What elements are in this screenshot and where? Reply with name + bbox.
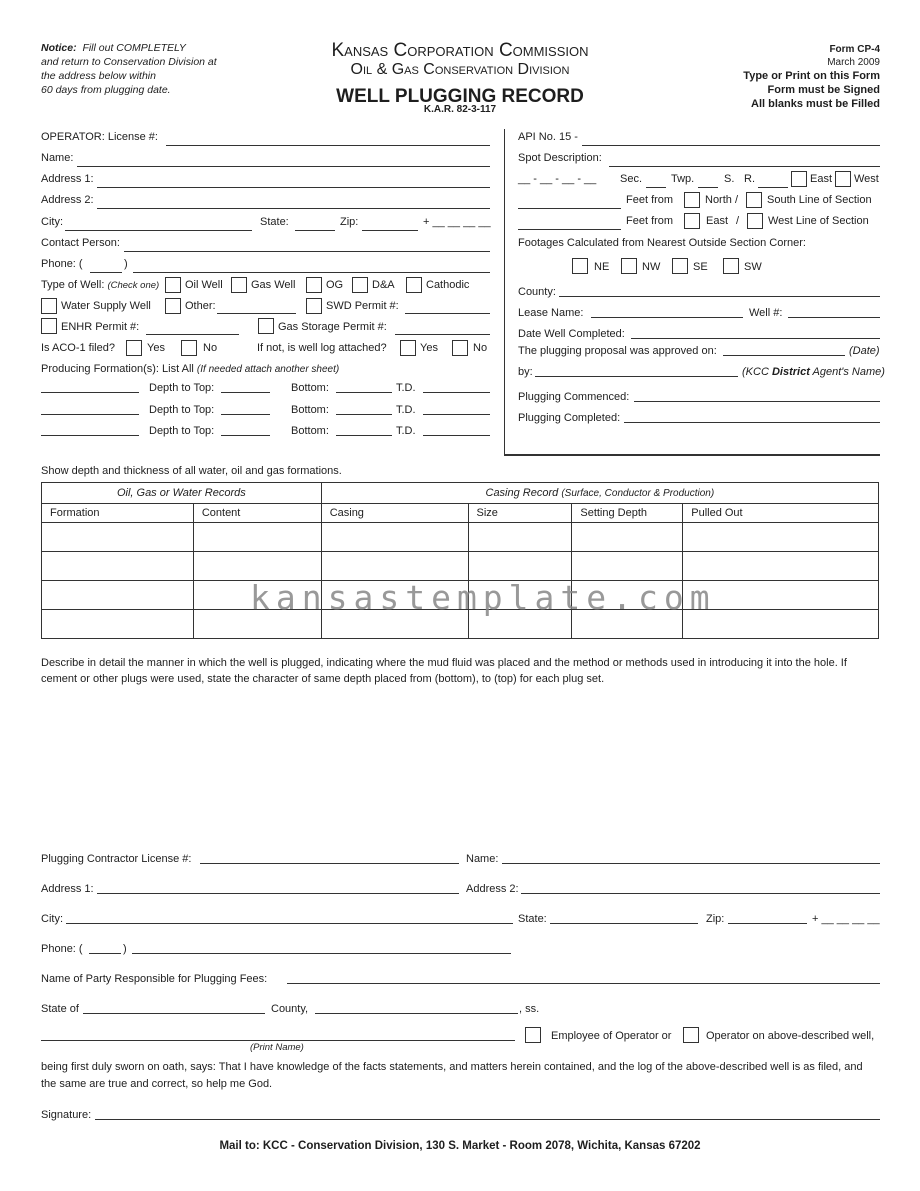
approved-label: The plugging proposal was approved on: [518, 345, 717, 357]
agent-hint-bold: District [771, 366, 810, 378]
agency-name: Kansas Corporation Commission [331, 40, 589, 61]
state-of-label: State of [41, 1003, 79, 1015]
contact-person-field[interactable] [124, 251, 490, 252]
date-completed-label: Date Well Completed: [518, 328, 625, 340]
watermark: kansastemplate.com [250, 578, 716, 617]
log-yes-checkbox[interactable] [400, 340, 416, 356]
formation-3-depth-label: Depth to Top: [149, 425, 215, 437]
approved-date-hint: (Date) [849, 345, 880, 357]
east-line-label: East [706, 215, 729, 227]
plugging-commenced-label: Plugging Commenced: [518, 391, 630, 403]
cathodic-checkbox[interactable] [406, 277, 422, 293]
gas-well-checkbox[interactable] [231, 277, 247, 293]
south-checkbox[interactable] [746, 192, 762, 208]
spot-description-label: Spot Description: [518, 152, 602, 164]
west-line-label: West Line of Section [768, 215, 869, 227]
table-cell[interactable] [683, 523, 879, 552]
gas-well-label: Gas Well [251, 279, 296, 291]
range-field[interactable] [758, 187, 788, 188]
east-checkbox[interactable] [791, 171, 807, 187]
sw-checkbox[interactable] [723, 258, 739, 274]
api-label: API No. 15 - [518, 131, 578, 143]
operator-state-field[interactable] [295, 230, 335, 231]
describe-line-2: cement or other plugs were used, state the character of same depth placed from (bottom), to (top) for each plug set. [41, 673, 605, 685]
contractor-zip-ext: + __ __ __ __ [812, 913, 880, 925]
footages-label: Footages Calculated from Nearest Outside Section Corner: [518, 237, 806, 249]
table-cell[interactable] [42, 552, 194, 581]
nw-checkbox[interactable] [621, 258, 637, 274]
se-label: SE [693, 261, 708, 273]
operator-label: Operator on above-described well, [706, 1030, 875, 1042]
well-number-label: Well #: [749, 307, 783, 319]
county-of-label: County, [271, 1003, 309, 1015]
well-type-text: Type of Well: [41, 279, 105, 291]
formation-3-bottom-label: Bottom: [291, 425, 329, 437]
cathodic-label: Cathodic [426, 279, 470, 291]
enhr-label: ENHR Permit #: [61, 321, 140, 333]
agent-hint-pre: (KCC [742, 366, 769, 378]
swd-permit-field[interactable] [405, 313, 490, 314]
other-field[interactable] [217, 313, 296, 314]
formation-3-depth-field[interactable] [221, 435, 270, 436]
operator-name-field[interactable] [77, 166, 490, 167]
formation-1-depth-field[interactable] [221, 392, 270, 393]
contractor-phone-close: ) [123, 943, 127, 955]
formation-1-field[interactable] [41, 392, 139, 393]
south-line-label: South Line of Section [767, 194, 872, 206]
formation-2-depth-field[interactable] [221, 414, 270, 415]
operator-checkbox[interactable] [683, 1027, 699, 1043]
column-formation: Formation [42, 504, 194, 523]
ne-checkbox[interactable] [572, 258, 588, 274]
table-cell[interactable] [193, 552, 321, 581]
date-completed-field[interactable] [631, 338, 880, 339]
oil-gas-water-header: Oil, Gas or Water Records [42, 483, 322, 504]
print-name-hint: (Print Name) [250, 1042, 304, 1053]
table-cell[interactable] [572, 523, 683, 552]
operator-phone-label: Phone: ( [41, 258, 83, 270]
section-rule [504, 454, 880, 456]
contractor-zip-label: Zip: [706, 913, 725, 925]
spot-description-field[interactable] [609, 166, 880, 167]
north-label: North / [705, 194, 739, 206]
mail-to-address: Mail to: KCC - Conservation Division, 130 S. Market - Room 2078, Wichita, Kansas 67202 [219, 1140, 701, 1152]
api-field[interactable] [582, 145, 880, 146]
form-date: March 2009 [827, 57, 880, 68]
contractor-zip-field[interactable] [728, 923, 807, 924]
east-line-checkbox[interactable] [684, 213, 700, 229]
agent-name-hint [742, 366, 885, 378]
feet-ew-field[interactable] [518, 229, 621, 230]
agent-hint-post: Agent's Name) [812, 366, 885, 378]
feet-from-ns-label: Feet from [626, 194, 674, 206]
producing-formations-text: Producing Formation(s): List All [41, 363, 194, 375]
operator-address2-field[interactable] [97, 208, 490, 209]
contractor-license-label: Plugging Contractor License #: [41, 853, 192, 865]
contractor-name-label: Name: [466, 853, 499, 865]
column-pulled-out: Pulled Out [683, 504, 879, 523]
describe-line-1: Describe in detail the manner in which the well is plugged, indicating where the mud fluid was placed and the method or methods used in introducing it into the hole. If [41, 657, 847, 669]
other-label: Other: [185, 300, 216, 312]
contractor-phone-label: Phone: ( [41, 943, 83, 955]
notice-line-1 [41, 42, 186, 56]
operator-zip-ext: + __ __ __ __ [423, 216, 491, 228]
table-cell[interactable] [42, 610, 194, 639]
operator-address1-field[interactable] [97, 187, 490, 188]
formation-2-depth-label: Depth to Top: [149, 404, 215, 416]
form-instruction-1: Type or Print on this Form [743, 70, 880, 82]
r-label: R. [744, 173, 755, 185]
enhr-checkbox[interactable] [41, 318, 57, 334]
contractor-city-field[interactable] [66, 923, 513, 924]
notice-line-2: and return to Conservation Division at [41, 56, 217, 68]
oath-line-1: being first duly sworn on oath, says: That I have knowledge of the facts statements, and matters herein contained, and the log of the above-described well is as filed, and [41, 1061, 863, 1073]
column-divider [504, 129, 505, 455]
log-no-label: No [473, 342, 488, 354]
ne-label: NE [594, 261, 610, 273]
formation-1-td-field[interactable] [423, 392, 490, 393]
operator-license-field[interactable] [166, 145, 490, 146]
casing-record-header [321, 483, 878, 504]
operator-address1-label: Address 1: [41, 173, 94, 185]
employee-label: Employee of Operator or [551, 1030, 672, 1042]
contractor-name-field[interactable] [502, 863, 880, 864]
east-west-separator: / [736, 215, 740, 227]
formation-1-td-label: T.D. [396, 382, 416, 394]
producing-formations-label [41, 363, 339, 375]
da-checkbox[interactable] [352, 277, 368, 293]
county-of-field[interactable] [315, 1013, 518, 1014]
contractor-address2-field[interactable] [521, 893, 880, 894]
og-checkbox[interactable] [306, 277, 322, 293]
notice-text: Fill out COMPLETELY [82, 42, 186, 54]
contractor-state-label: State: [518, 913, 547, 925]
contractor-phone-field[interactable] [132, 953, 511, 954]
north-checkbox[interactable] [684, 192, 700, 208]
well-type-label [41, 279, 159, 291]
sec-label: Sec. [620, 173, 643, 185]
affiant-name-field[interactable] [41, 1040, 515, 1041]
column-content: Content [193, 504, 321, 523]
formation-2-td-field[interactable] [423, 414, 490, 415]
operator-zip-label: Zip: [340, 216, 359, 228]
formation-2-td-label: T.D. [396, 404, 416, 416]
formation-2-field[interactable] [41, 414, 139, 415]
table-cell[interactable] [468, 523, 572, 552]
form-number: Form CP-4 [829, 44, 880, 55]
operator-zip-field[interactable] [362, 230, 418, 231]
formation-1-bottom-label: Bottom: [291, 382, 329, 394]
table-cell[interactable] [42, 581, 194, 610]
table-cell[interactable] [683, 552, 879, 581]
oil-well-label: Oil Well [185, 279, 223, 291]
log-yes-label: Yes [420, 342, 438, 354]
operator-city-label: City: [41, 216, 63, 228]
agent-name-field[interactable] [535, 376, 738, 377]
plugging-completed-label: Plugging Completed: [518, 412, 621, 424]
table-cell[interactable] [321, 552, 468, 581]
feet-ns-field[interactable] [518, 208, 621, 209]
contractor-address1-label: Address 1: [41, 883, 94, 895]
contractor-address2-label: Address 2: [466, 883, 519, 895]
formation-3-bottom-field[interactable] [336, 435, 392, 436]
spot-quarters-field[interactable]: __ - __ - __ - __ [518, 173, 597, 185]
well-number-field[interactable] [788, 317, 880, 318]
form-instruction-2: Form must be Signed [767, 84, 880, 96]
aco-label: Is ACO-1 filed? [41, 342, 115, 354]
swd-label: SWD Permit #: [326, 300, 399, 312]
column-size: Size [468, 504, 572, 523]
aco-no-checkbox[interactable] [181, 340, 197, 356]
table-cell[interactable] [321, 523, 468, 552]
aco-yes-label: Yes [147, 342, 165, 354]
west-label: West [854, 173, 879, 185]
nw-label: NW [642, 261, 661, 273]
records-intro: Show depth and thickness of all water, oil and gas formations. [41, 465, 342, 477]
gas-storage-label: Gas Storage Permit #: [278, 321, 387, 333]
county-field[interactable] [559, 296, 880, 297]
well-type-hint: (Check one) [107, 280, 160, 291]
sw-label: SW [744, 261, 762, 273]
feet-from-ew-label: Feet from [626, 215, 674, 227]
table-cell[interactable] [468, 552, 572, 581]
twp-label: Twp. [671, 173, 695, 185]
operator-phone-field[interactable] [133, 272, 490, 273]
lease-name-field[interactable] [591, 317, 743, 318]
producing-formations-hint: (If needed attach another sheet) [196, 364, 340, 375]
gas-storage-permit-field[interactable] [395, 334, 490, 335]
oil-well-checkbox[interactable] [165, 277, 181, 293]
water-supply-checkbox[interactable] [41, 298, 57, 314]
formation-3-field[interactable] [41, 435, 139, 436]
table-row [42, 523, 879, 552]
contractor-state-field[interactable] [550, 923, 698, 924]
aco-no-label: No [203, 342, 218, 354]
statute: K.A.R. 82-3-117 [423, 104, 497, 115]
water-supply-label: Water Supply Well [61, 300, 151, 312]
s-label: S. [724, 173, 735, 185]
casing-record-subtitle: (Surface, Conductor & Production) [561, 488, 715, 499]
west-checkbox[interactable] [835, 171, 851, 187]
da-label: D&A [372, 279, 395, 291]
east-label: East [810, 173, 833, 185]
formation-3-td-field[interactable] [423, 435, 490, 436]
aco-yes-checkbox[interactable] [126, 340, 142, 356]
formation-3-td-label: T.D. [396, 425, 416, 437]
operator-license-label: OPERATOR: License #: [41, 131, 158, 143]
table-row [42, 552, 879, 581]
casing-record-title: Casing Record [485, 487, 559, 499]
gas-storage-checkbox[interactable] [258, 318, 274, 334]
oath-line-2: the same are true and correct, so help me God. [41, 1078, 273, 1090]
employee-checkbox[interactable] [525, 1027, 541, 1043]
enhr-permit-field[interactable] [146, 334, 239, 335]
county-label: County: [518, 286, 556, 298]
formation-1-depth-label: Depth to Top: [149, 382, 215, 394]
table-cell[interactable] [42, 523, 194, 552]
plugging-completed-field[interactable] [624, 422, 880, 423]
log-attached-label: If not, is well log attached? [257, 342, 387, 354]
formation-2-bottom-field[interactable] [336, 414, 392, 415]
table-cell[interactable] [193, 523, 321, 552]
sec-field[interactable] [646, 187, 666, 188]
notice-label: Notice: [41, 42, 77, 54]
signature-field[interactable] [95, 1119, 880, 1120]
notice-line-3: the address below within [41, 70, 156, 82]
column-casing: Casing [321, 504, 468, 523]
operator-city-field[interactable] [65, 230, 252, 231]
operator-name-label: Name: [41, 152, 74, 164]
formation-1-bottom-field[interactable] [336, 392, 392, 393]
operator-phone-area-field[interactable] [90, 272, 122, 273]
signature-label: Signature: [41, 1109, 92, 1121]
formation-2-bottom-label: Bottom: [291, 404, 329, 416]
operator-state-label: State: [260, 216, 289, 228]
west-line-checkbox[interactable] [747, 213, 763, 229]
contractor-city-label: City: [41, 913, 63, 925]
division-name: Oil & Gas Conservation Division [350, 61, 570, 78]
operator-address2-label: Address 2: [41, 194, 94, 206]
responsible-party-field[interactable] [287, 983, 880, 984]
operator-phone-close: ) [124, 258, 128, 270]
contractor-address1-field[interactable] [97, 893, 459, 894]
se-checkbox[interactable] [672, 258, 688, 274]
by-label: by: [518, 366, 533, 378]
twp-field[interactable] [698, 187, 718, 188]
plugging-commenced-field[interactable] [634, 401, 880, 402]
ss-label: , ss. [519, 1003, 540, 1015]
contractor-license-field[interactable] [200, 863, 459, 864]
og-label: OG [326, 279, 344, 291]
table-cell[interactable] [572, 552, 683, 581]
notice-line-4: 60 days from plugging date. [41, 84, 171, 96]
column-setting-depth: Setting Depth [572, 504, 683, 523]
state-of-field[interactable] [83, 1013, 265, 1014]
approved-date-field[interactable] [723, 355, 845, 356]
contractor-phone-area-field[interactable] [89, 953, 121, 954]
form-title: WELL PLUGGING RECORD [336, 86, 584, 107]
other-checkbox[interactable] [165, 298, 181, 314]
log-no-checkbox[interactable] [452, 340, 468, 356]
form-instruction-3: All blanks must be Filled [751, 98, 880, 110]
swd-checkbox[interactable] [306, 298, 322, 314]
lease-name-label: Lease Name: [518, 307, 584, 319]
contact-person-label: Contact Person: [41, 237, 120, 249]
responsible-party-label: Name of Party Responsible for Plugging Fees: [41, 973, 268, 985]
